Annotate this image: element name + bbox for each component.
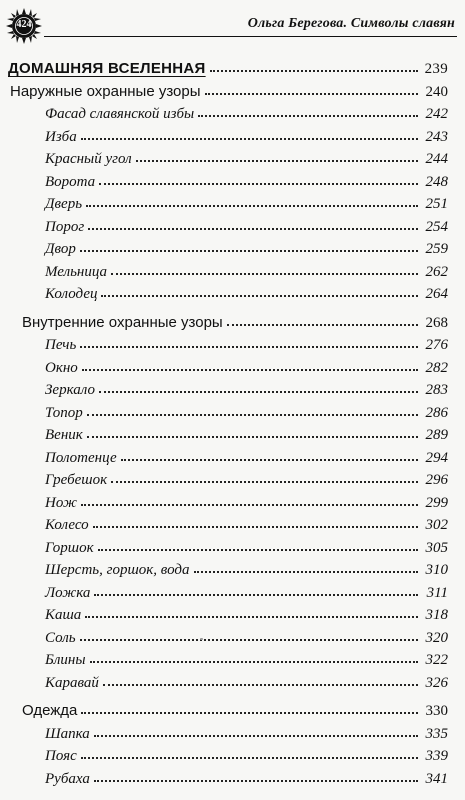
dot-leader xyxy=(194,567,418,573)
toc-entry-label: Веник xyxy=(45,427,83,443)
dot-leader xyxy=(88,224,418,230)
toc-entry-label: Горшок xyxy=(45,539,94,556)
dot-leader xyxy=(121,455,418,461)
dot-leader xyxy=(198,111,418,117)
toc-entry-label: Колодец xyxy=(45,286,98,302)
toc-entry-page-number: 268 xyxy=(425,314,448,331)
toc-entry-label: Печь xyxy=(45,337,77,353)
toc-entry-page-number: 254 xyxy=(425,218,448,235)
dot-leader xyxy=(101,291,418,297)
dot-leader xyxy=(81,134,418,140)
toc-entry-label: Полотенце xyxy=(45,449,117,466)
toc-entry-page-number: 244 xyxy=(425,151,448,167)
toc-entry xyxy=(0,627,465,650)
toc-entry xyxy=(0,216,465,239)
toc-subsection-entry xyxy=(0,700,465,723)
dot-leader xyxy=(80,246,418,252)
toc-entry xyxy=(0,469,465,492)
toc-entry xyxy=(0,379,465,402)
toc-entry-label: Нож xyxy=(45,494,77,511)
toc-entry-label: Фасад славянской избы xyxy=(45,106,195,122)
dot-leader xyxy=(80,635,418,641)
toc-entry xyxy=(0,103,465,126)
paper-mark xyxy=(200,638,203,640)
dot-leader xyxy=(99,179,418,185)
dot-leader xyxy=(136,156,418,162)
dot-leader xyxy=(93,522,418,528)
page-header xyxy=(0,0,465,52)
toc-entry-page-number: 296 xyxy=(425,472,448,488)
toc-entry-page-number: 311 xyxy=(426,584,448,601)
running-title: Ольга Берегова. Символы славян xyxy=(247,16,455,31)
toc-entry-label: Дверь xyxy=(45,196,83,212)
toc-entry xyxy=(0,193,465,216)
dot-leader xyxy=(86,201,418,207)
toc-entry-page-number: 289 xyxy=(425,427,448,443)
dot-leader xyxy=(99,387,418,393)
dot-leader xyxy=(87,432,418,438)
toc-entry-label: Наружные охранные узоры xyxy=(10,82,201,100)
toc-entry-label: Одежда xyxy=(22,702,78,719)
toc-entry-label: Пояс xyxy=(45,748,77,764)
toc-entry xyxy=(0,768,465,791)
toc-entry-label: Каша xyxy=(45,607,82,623)
toc-entry xyxy=(0,402,465,425)
toc-entry-page-number: 341 xyxy=(425,770,448,787)
toc-entry xyxy=(0,582,465,605)
toc-entry-label: Соль xyxy=(45,629,76,646)
toc-entry-label: Мельница xyxy=(45,263,108,280)
toc-subsection-entry xyxy=(0,81,465,104)
toc-entry-page-number: 276 xyxy=(425,337,448,353)
toc-entry xyxy=(0,745,465,768)
toc-entry xyxy=(0,559,465,582)
toc-entry-page-number: 239 xyxy=(424,61,448,77)
dot-leader xyxy=(94,731,418,737)
toc-subsection-entry xyxy=(0,312,465,335)
toc-entry-page-number: 299 xyxy=(425,494,448,511)
toc-entry-page-number: 330 xyxy=(425,703,448,719)
dot-leader xyxy=(103,680,418,686)
toc-entry-page-number: 243 xyxy=(425,128,448,145)
toc-entry-page-number: 339 xyxy=(425,748,448,764)
toc-entry-page-number: 262 xyxy=(425,263,448,280)
toc-entry-label: Изба xyxy=(45,128,77,145)
toc-entry xyxy=(0,126,465,149)
toc-entry-page-number: 259 xyxy=(425,241,448,257)
toc-entry-page-number: 251 xyxy=(425,196,448,212)
toc-entry-label: Ложка xyxy=(45,584,91,601)
toc-entry xyxy=(0,148,465,171)
page-number-badge xyxy=(6,8,42,44)
toc-entry xyxy=(0,424,465,447)
toc-entry-label: ДОМАШНЯЯ ВСЕЛЕННАЯ xyxy=(8,60,206,77)
dot-leader xyxy=(94,776,418,782)
toc-entry-page-number: 286 xyxy=(425,404,448,421)
toc-entry-page-number: 240 xyxy=(425,83,448,100)
dot-leader xyxy=(111,269,418,275)
toc-entry-page-number: 320 xyxy=(425,629,448,646)
toc-entry-label: Зеркало xyxy=(45,382,95,398)
dot-leader xyxy=(81,753,418,759)
toc-entry-label: Окно xyxy=(45,359,78,376)
toc-entry xyxy=(0,537,465,560)
dot-leader xyxy=(210,66,418,72)
dot-leader xyxy=(90,657,419,663)
toc-entry-page-number: 310 xyxy=(425,562,448,578)
toc-entry xyxy=(0,171,465,194)
toc-entry xyxy=(0,334,465,357)
toc-entry xyxy=(0,492,465,515)
toc-entry-label: Колесо xyxy=(45,517,89,533)
toc-entry-label: Внутренние охранные узоры xyxy=(22,313,223,331)
dot-leader xyxy=(82,365,418,371)
toc-entry-label: Гребешок xyxy=(45,472,108,488)
toc-entry-page-number: 318 xyxy=(425,607,448,623)
toc-entry-page-number: 282 xyxy=(425,359,448,376)
dot-leader xyxy=(87,410,418,416)
dot-leader xyxy=(227,320,418,326)
toc-entry-page-number: 242 xyxy=(425,106,448,122)
toc-entry-label: Блины xyxy=(45,652,86,668)
dot-leader xyxy=(205,89,418,95)
toc-entry xyxy=(0,723,465,746)
toc-section-heading xyxy=(0,58,465,81)
header-rule xyxy=(44,36,457,37)
toc-entry-label: Красный угол xyxy=(45,151,132,167)
toc-entry xyxy=(0,672,465,695)
toc-entry xyxy=(0,649,465,672)
dot-leader xyxy=(85,612,418,618)
toc-entry-label: Шерсть, горшок, вода xyxy=(45,562,190,578)
toc-entry-label: Рубаха xyxy=(45,770,90,787)
toc-entry-page-number: 248 xyxy=(425,173,448,190)
table-of-contents xyxy=(0,58,465,790)
toc-entry xyxy=(0,604,465,627)
toc-entry xyxy=(0,283,465,306)
toc-entry-label: Порог xyxy=(45,218,85,235)
dot-leader xyxy=(81,708,418,714)
toc-entry-page-number: 294 xyxy=(425,449,448,466)
toc-entry-page-number: 305 xyxy=(425,539,448,556)
dot-leader xyxy=(111,477,418,483)
toc-entry-label: Топор xyxy=(45,404,83,421)
toc-entry xyxy=(0,514,465,537)
toc-entry-page-number: 283 xyxy=(425,382,448,398)
toc-entry xyxy=(0,238,465,261)
toc-entry xyxy=(0,261,465,284)
toc-entry-page-number: 326 xyxy=(425,674,448,691)
dot-leader xyxy=(94,590,418,596)
toc-entry-page-number: 302 xyxy=(425,517,448,533)
toc-entry-page-number: 264 xyxy=(425,286,448,302)
page-number: 424 xyxy=(16,19,32,30)
toc-entry-label: Двор xyxy=(45,241,76,257)
toc-entry-page-number: 335 xyxy=(425,725,448,742)
toc-entry-page-number: 322 xyxy=(425,652,448,668)
toc-entry-label: Шапка xyxy=(45,725,90,742)
dot-leader xyxy=(98,545,418,551)
toc-entry xyxy=(0,357,465,380)
toc-entry-label: Ворота xyxy=(45,173,96,190)
toc-entry xyxy=(0,447,465,470)
toc-entry-label: Каравай xyxy=(45,674,99,691)
dot-leader xyxy=(80,342,418,348)
dot-leader xyxy=(81,500,418,506)
